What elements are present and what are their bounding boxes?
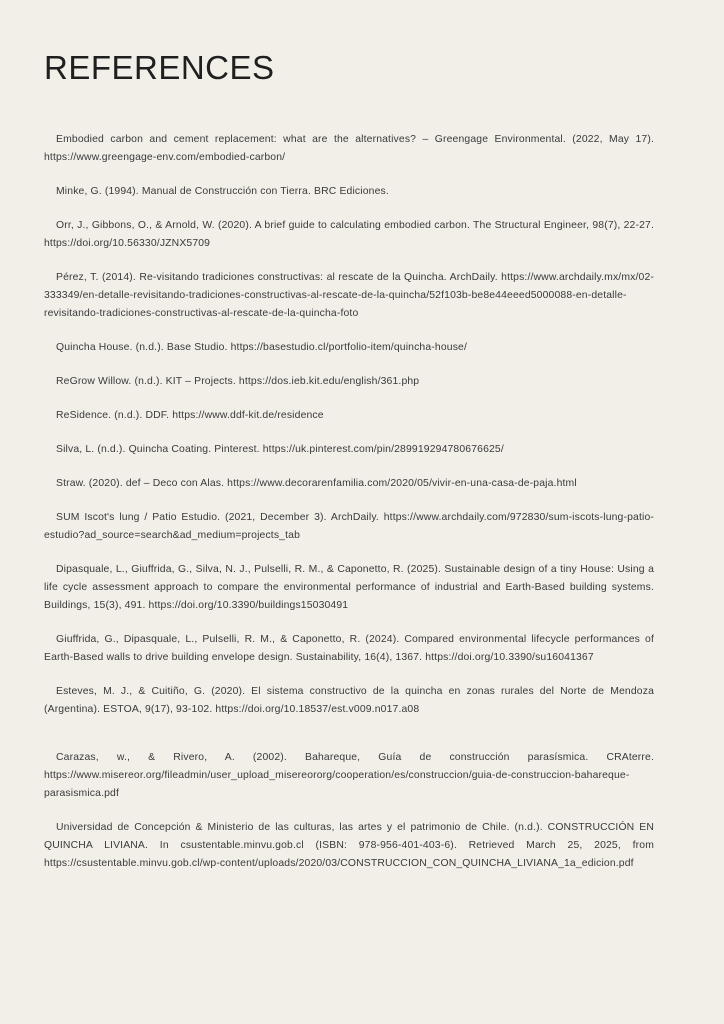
reference-item: Silva, L. (n.d.). Quincha Coating. Pinterest. https://uk.pinterest.com/pin/289919294780676625/: [56, 444, 504, 455]
reference-list: [44, 131, 654, 889]
reference-item: Quincha House. (n.d.). Base Studio. https://basestudio.cl/portfolio-item/quincha-house/: [56, 342, 467, 353]
reference-item: Minke, G. (1994). Manual de Construcción con Tierra. BRC Ediciones.: [56, 186, 389, 197]
reference-item: Pérez, T. (2014). Re-visitando tradiciones constructivas: al rescate de la Quincha. ArchDaily. https://www.archdaily.mx/mx/02-333349/en-detalle-revisitando-tradiciones-constructivas-al-rescate-de-la-quincha/52f103b-be8e44eeed5000088-en-detalle-revisitando-tradiciones-constructivas-al-rescate-de-la-quincha-foto: [44, 272, 654, 319]
reference-item: Orr, J., Gibbons, O., & Arnold, W. (2020). A brief guide to calculating embodied carbon. The Structural Engineer, 98(7), 22-27. https://doi.org/10.56330/JZNX5709: [44, 220, 654, 249]
reference-item: Straw. (2020). def – Deco con Alas. https://www.decorarenfamilia.com/2020/05/vivir-en-una-casa-de-paja.html: [56, 478, 577, 489]
reference-item: ReSidence. (n.d.). DDF. https://www.ddf-kit.de/residence: [56, 410, 324, 421]
reference-item: ReGrow Willow. (n.d.). KIT – Projects. https://dos.ieb.kit.edu/english/361.php: [56, 376, 420, 387]
reference-item: Universidad de Concepción & Ministerio de las culturas, las artes y el patrimonio de Chile. (n.d.). CONSTRUCCIÓN EN QUINCHA LIVIANA. In csustentable.minvu.gob.cl (ISBN: 978-956-401-403-6). Retrieved March 25, 2025, from https://csustentable.minvu.gob.cl/wp-content/uploads/2020/03/CONSTRUCCION_CON_QUINCHA_LIVIANA_1a_edicion.pdf: [44, 822, 654, 869]
reference-item: Dipasquale, L., Giuffrida, G., Silva, N. J., Pulselli, R. M., & Caponetto, R. (2025). Sustainable design of a tiny House: Using a life cycle assessment approach to compare the environmental performance of industrial and Earth-Based building systems. Buildings, 15(3), 491. https://doi.org/10.3390/buildings15030491: [44, 564, 654, 611]
reference-item: Carazas, w., & Rivero, A. (2002). Bahareque, Guía de construcción parasísmica. CRAterre. https://www.misereor.org/fileadmin/user_upload_misereororg/cooperation/es/construccion/guia-de-construccion-bahareque-parasismica.pdf: [44, 752, 654, 799]
reference-item: Giuffrida, G., Dipasquale, L., Pulselli, R. M., & Caponetto, R. (2024). Compared environmental lifecycle performances of Earth-Based walls to drive building envelope design. Sustainability, 16(4), 1367. https://doi.org/10.3390/su16041367: [44, 634, 654, 663]
page-title: REFERENCES: [44, 49, 275, 86]
reference-item: SUM Iscot's lung / Patio Estudio. (2021, December 3). ArchDaily. https://www.archdaily.com/972830/sum-iscots-lung-patio-estudio?ad_source=search&ad_medium=projects_tab: [44, 512, 654, 541]
reference-item: Esteves, M. J., & Cuitiño, G. (2020). El sistema constructivo de la quincha en zonas rurales del Norte de Mendoza (Argentina). ESTOA, 9(17), 93-102. https://doi.org/10.18537/est.v009.n017.a08: [44, 686, 654, 715]
reference-item: Embodied carbon and cement replacement: what are the alternatives? – Greengage Environmental. (2022, May 17). https://www.greengage-env.com/embodied-carbon/: [44, 134, 654, 163]
